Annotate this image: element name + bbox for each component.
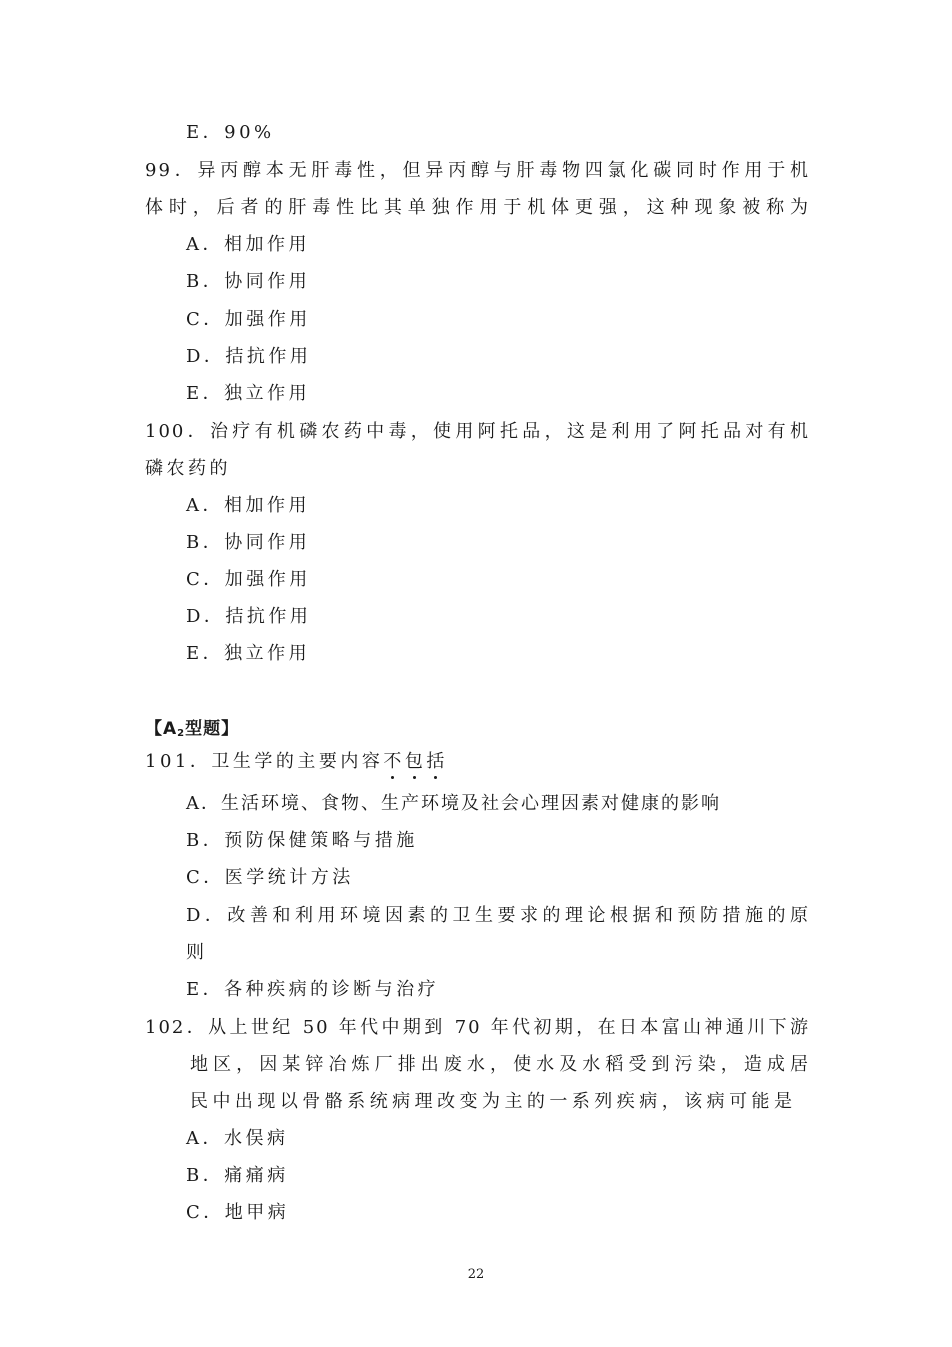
q99-option-e: E．独立作用 [186,383,311,404]
q101-option-a: A．生活环境、食物、生产环境及社会心理因素对健康的影响 [186,793,721,814]
q99-option-d: D．拮抗作用 [186,346,312,367]
q100-option-d: D．拮抗作用 [186,606,312,627]
section-heading: 【$A_2$型题】 [145,719,240,739]
q100-option-b: B．协同作用 [186,532,311,553]
question-99-line-2: 体时，后者的肝毒性比其单独作用于机体更强，这种现象被称为 [145,197,810,218]
page-number: 22 [467,1267,485,1282]
emphasis-char: 包 [404,751,427,772]
q100-option-e: E．独立作用 [186,643,311,664]
q101-option-c: C．医学统计方法 [186,867,354,888]
question-102-line-1: 102．从上世纪 50 年代中期到 70 年代初期，在日本富山神通川下游 [145,1017,810,1038]
q100-option-a: A．相加作用 [186,495,310,516]
q101-option-d: D．改善和利用环境因素的卫生要求的理论根据和预防措施的原 [186,905,810,926]
q102-option-c: C．地甲病 [186,1202,290,1223]
q99-option-a: A．相加作用 [186,234,310,255]
q101-option-b: B．预防保健策略与措施 [186,830,418,851]
question-102-line-2: 地区，因某锌冶炼厂排出废水，使水及水稻受到污染，造成居 [190,1054,810,1075]
q102-option-b: B．痛痛病 [186,1165,289,1186]
option-e: E．90% [186,122,275,143]
question-99-line-1: 99．异丙醇本无肝毒性，但异丙醇与肝毒物四氯化碳同时作用于机 [145,160,810,181]
question-100-line-1: 100．治疗有机磷农药中毒，使用阿托品，这是利用了阿托品对有机 [145,421,810,442]
emphasis-char: 括 [426,751,448,772]
emphasis-char: 不 [383,751,405,772]
question-102-line-3: 民中出现以骨骼系统病理改变为主的一系列疾病，该病可能是 [190,1091,794,1112]
q101-option-e: E．各种疾病的诊断与治疗 [186,979,440,1000]
q99-option-c: C．加强作用 [186,309,311,330]
q101-option-d-cont: 则 [186,942,208,963]
q100-option-c: C．加强作用 [186,569,311,590]
question-101: 101．卫生学的主要内容不包括 [145,751,448,772]
q99-option-b: B．协同作用 [186,271,311,292]
question-100-line-2: 磷农药的 [145,458,231,479]
q102-option-a: A．水俣病 [186,1128,289,1149]
